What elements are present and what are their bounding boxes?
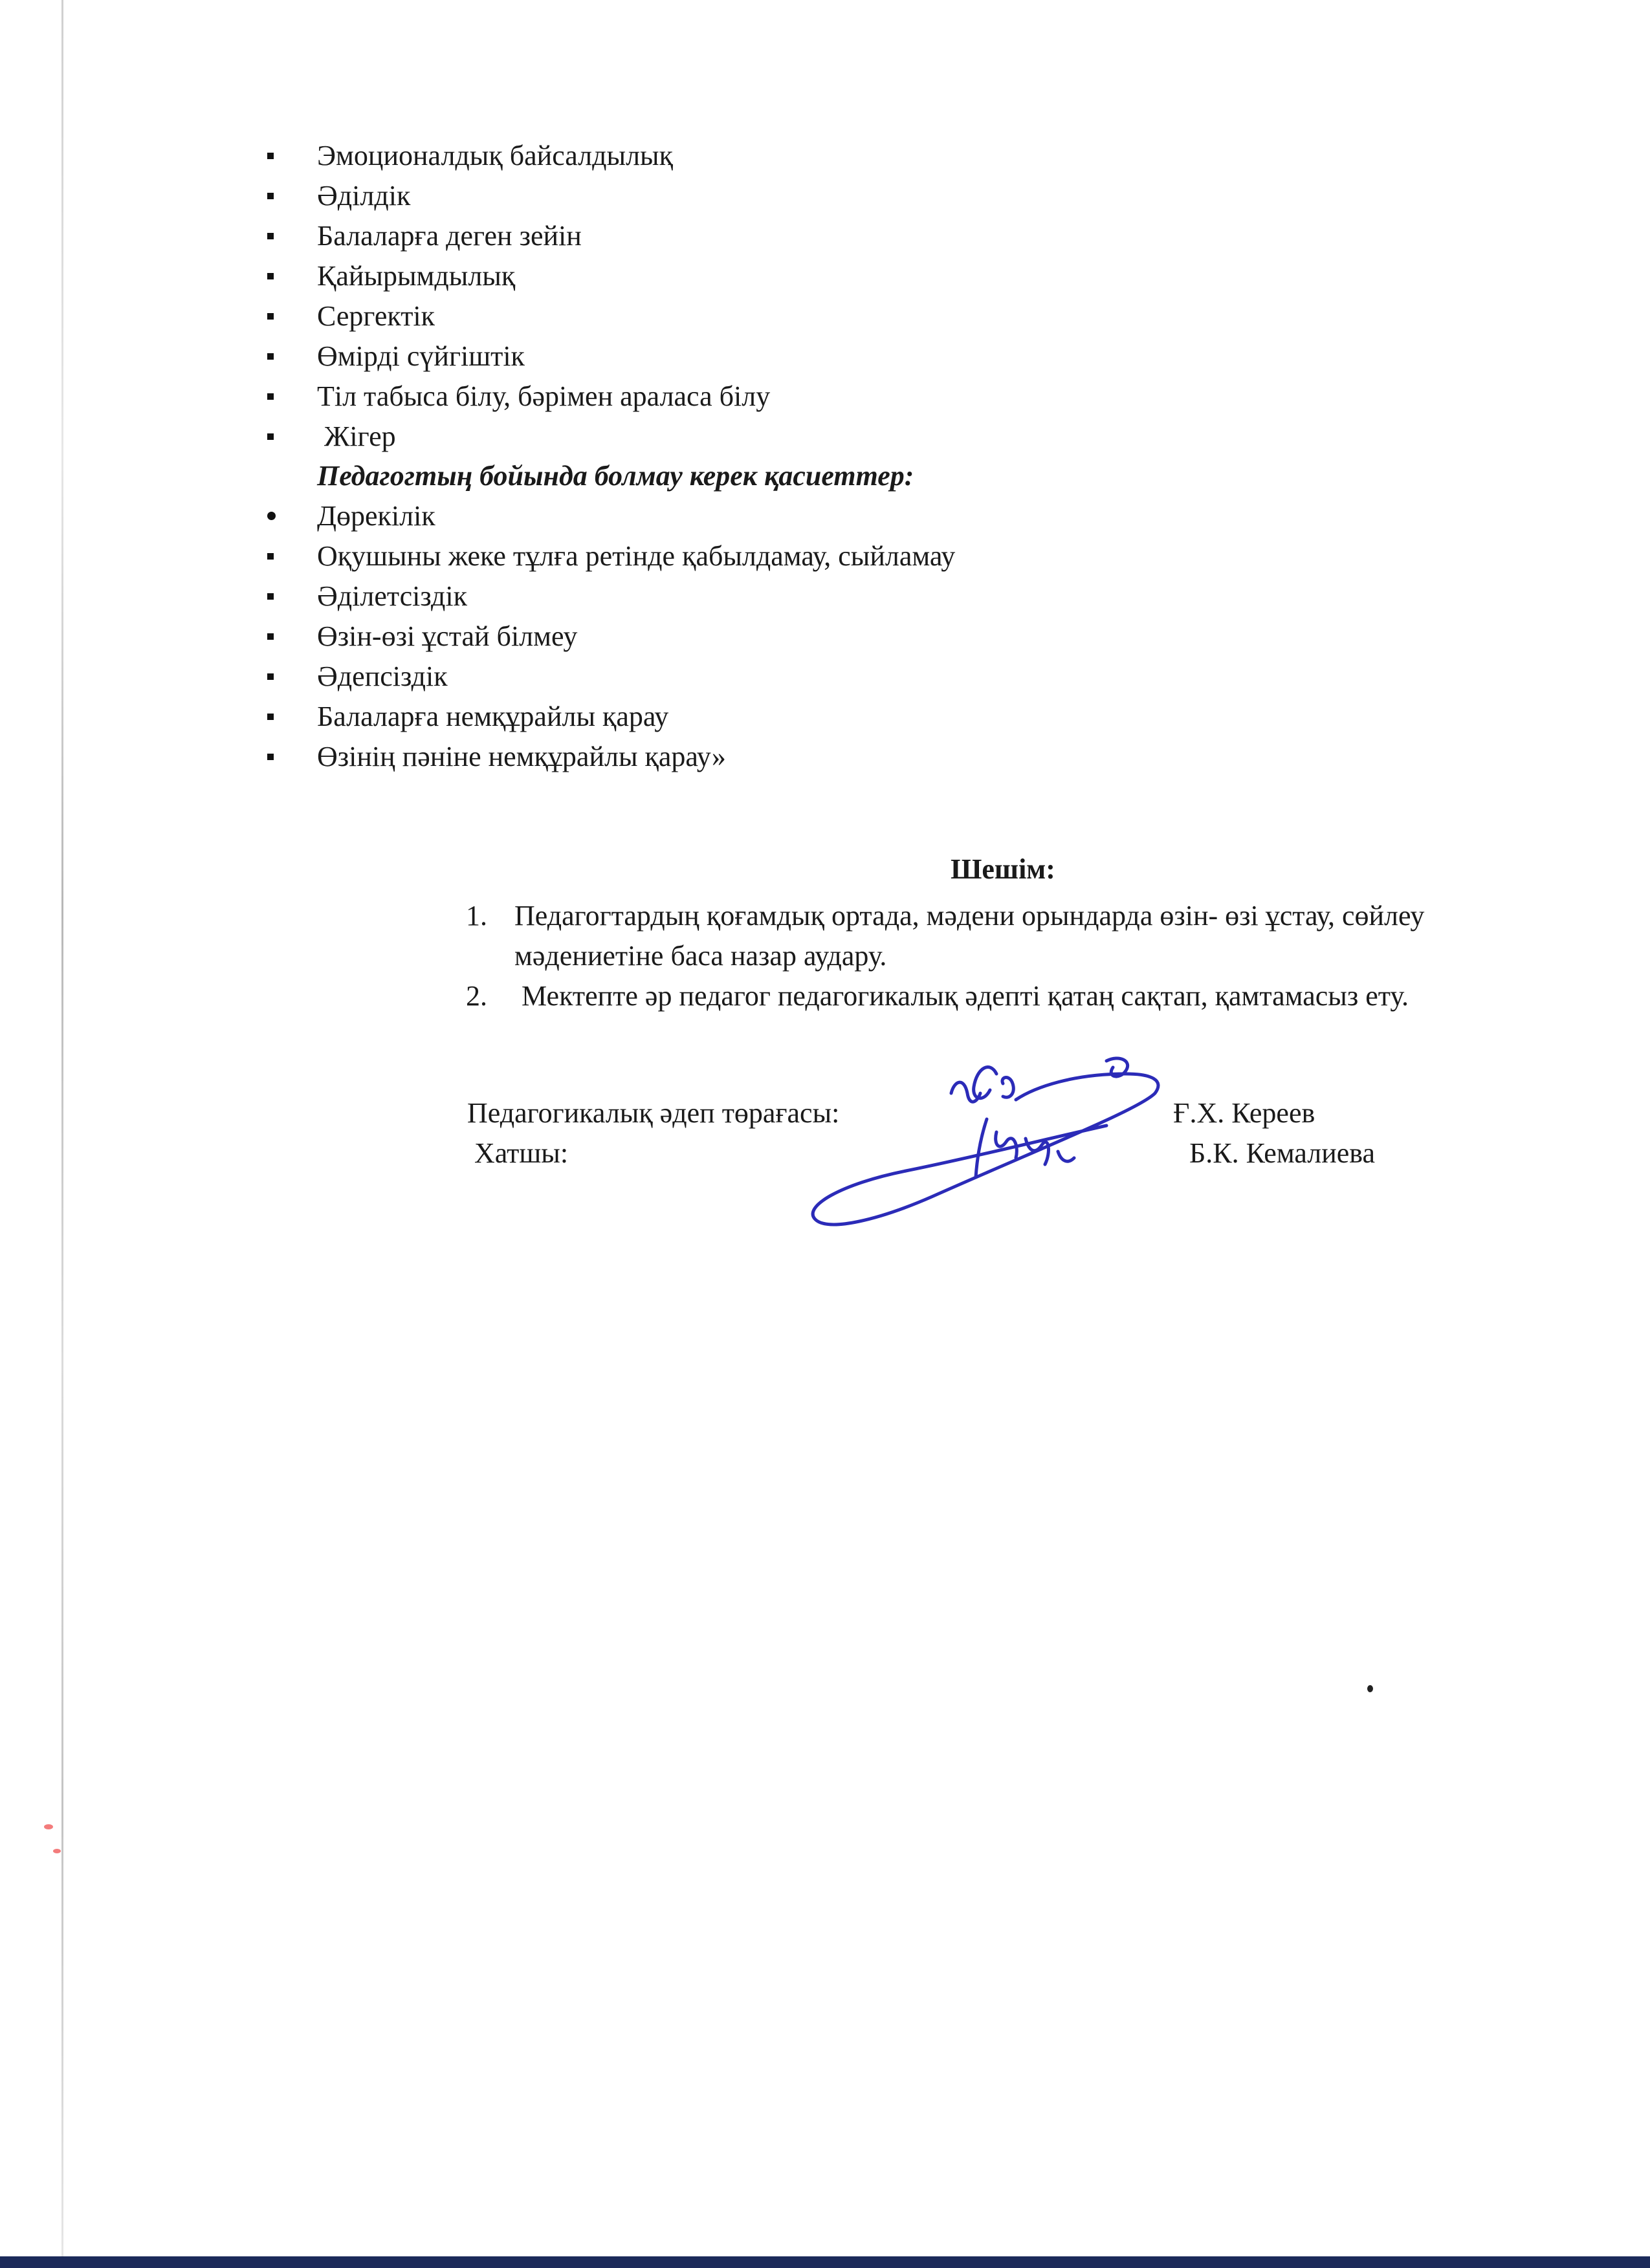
square-bullet-icon: [267, 633, 274, 640]
decision-text: Педагогтардың қоғамдық ортада, мәдени орындарда өзін- өзі ұстау, сөйлеу мәдениетіне баса назар аудару.: [514, 900, 1425, 972]
list-item: Өзін-өзі ұстай білмеу: [262, 616, 1362, 657]
square-bullet-icon: [267, 673, 274, 680]
item-number: 1.: [466, 900, 487, 932]
list-item: Дөрекілік: [262, 496, 1362, 536]
round-bullet-icon: [267, 512, 276, 520]
square-bullet-icon: [267, 273, 274, 279]
list-item: Әділетсіздік: [262, 576, 1362, 616]
list-item: Әділдік: [262, 176, 1362, 216]
square-bullet-icon: [267, 193, 274, 199]
list-item: Жігер: [262, 417, 1362, 457]
list-item: Қайырымдылық: [262, 256, 1362, 296]
ink-speck: [1367, 1685, 1373, 1692]
scan-border: [0, 2256, 1650, 2268]
list-item: Өзінің пәніне немқұрайлы қарау»: [262, 737, 1362, 777]
negative-qualities-list: [262, 496, 1362, 777]
decision-item: [466, 896, 1579, 976]
list-item: Сергектік: [262, 296, 1362, 336]
list-item: Әдепсіздік: [262, 657, 1362, 697]
chair-name: Ғ.Х. Кереев: [1173, 1097, 1315, 1129]
negative-qualities-heading: Педагогтың бойында болмау керек қасиеттер:: [317, 460, 914, 492]
square-bullet-icon: [267, 593, 274, 600]
square-bullet-icon: [267, 754, 274, 760]
list-item: Өмірді сүйгіштік: [262, 336, 1362, 376]
scan-edge: [61, 0, 63, 2268]
decision-item: [466, 976, 1579, 1016]
chair-role: Педагогикалық әдеп төрағасы:: [467, 1097, 840, 1129]
item-number: 2.: [466, 980, 487, 1012]
square-bullet-icon: [267, 353, 274, 360]
secretary-role: Хатшы:: [467, 1137, 569, 1169]
square-bullet-icon: [267, 233, 274, 239]
positive-qualities-list: [262, 136, 1362, 457]
list-item: Эмоционалдық байсалдылық: [262, 136, 1362, 176]
ink-speck: [53, 1849, 61, 1853]
decision-text: Мектепте әр педагог педагогикалық әдепті қатаң сақтап, қамтамасыз ету.: [514, 980, 1409, 1012]
square-bullet-icon: [267, 433, 274, 440]
decision-list: [466, 896, 1579, 1016]
square-bullet-icon: [267, 153, 274, 159]
square-bullet-icon: [267, 714, 274, 720]
decision-heading: Шешім:: [951, 853, 1055, 885]
list-item: Тіл табыса білу, бәрімен араласа білу: [262, 376, 1362, 417]
list-item: Оқушыны жеке тұлға ретінде қабылдамау, сыйламау: [262, 536, 1362, 576]
list-item: Балаларға немқұрайлы қарау: [262, 697, 1362, 737]
square-bullet-icon: [267, 393, 274, 400]
square-bullet-icon: [267, 553, 274, 560]
secretary-name: Б.К. Кемалиева: [1189, 1137, 1376, 1169]
list-item: Балаларға деген зейін: [262, 216, 1362, 256]
square-bullet-icon: [267, 313, 274, 320]
handwritten-signature-icon: [802, 1048, 1191, 1236]
ink-speck: [44, 1824, 53, 1829]
